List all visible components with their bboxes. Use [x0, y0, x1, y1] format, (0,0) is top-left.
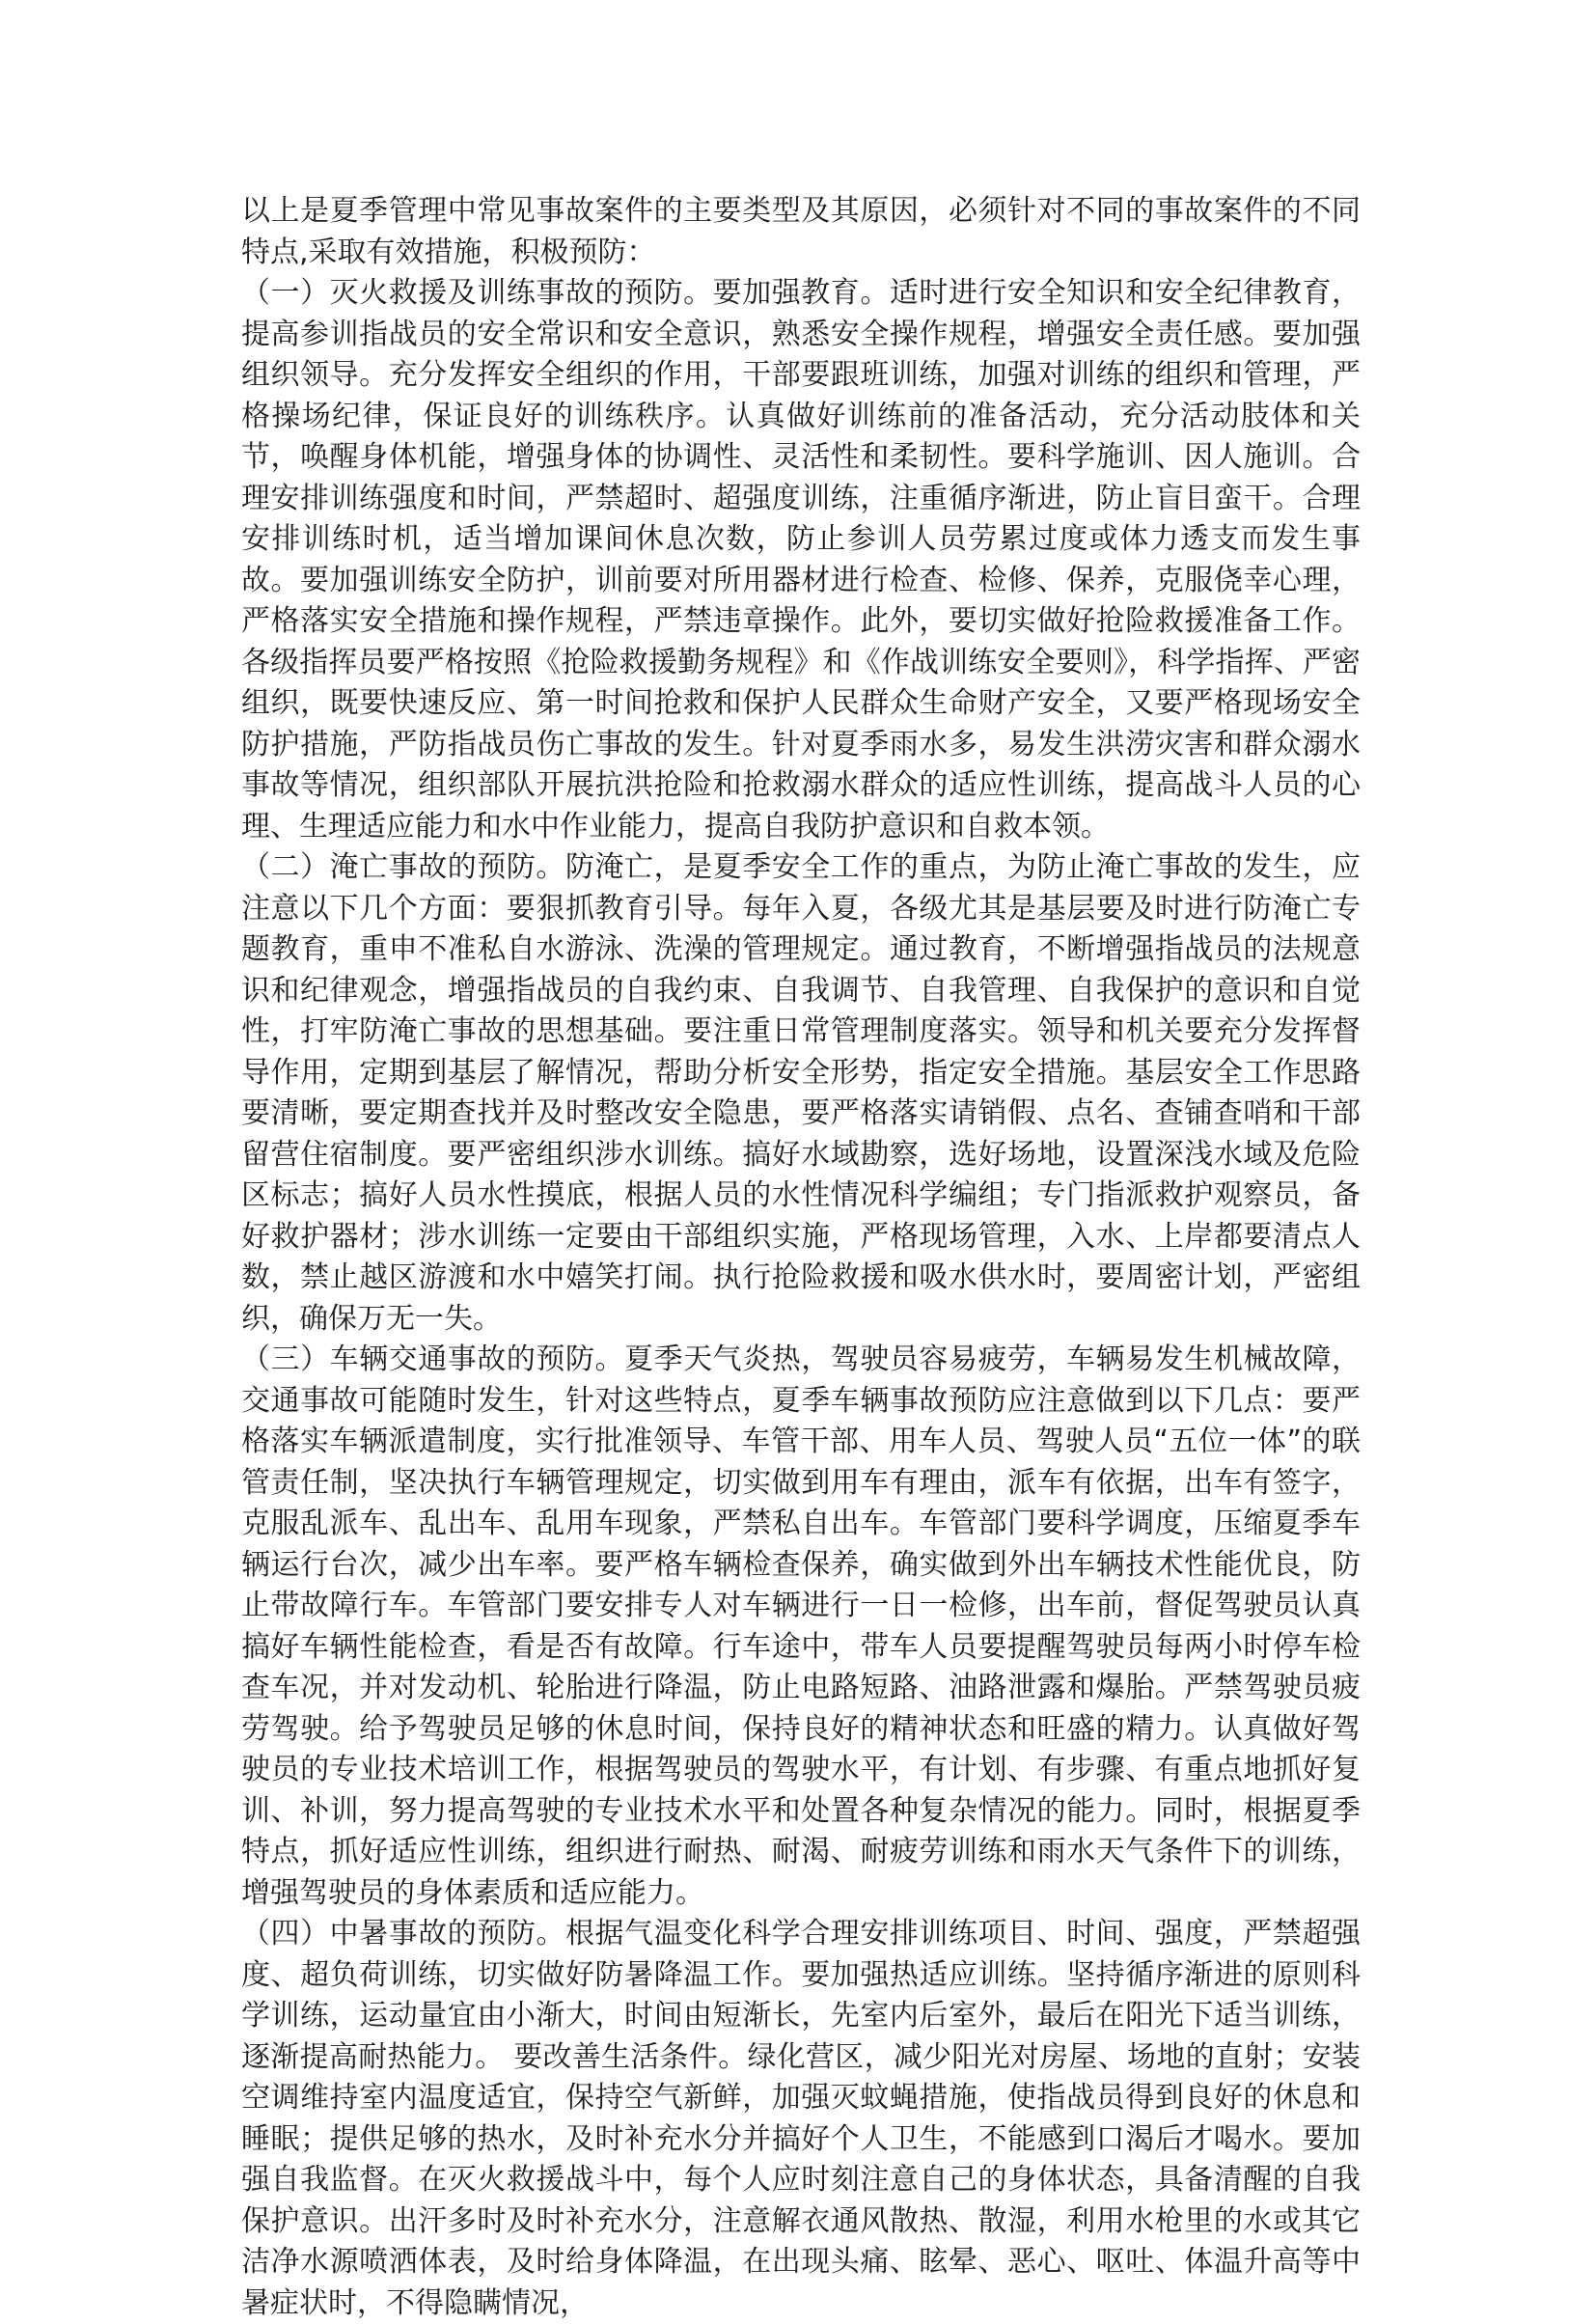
document-body — [241, 191, 1361, 2324]
paragraph-section-1: （一）灭火救援及训练事故的预防。要加强教育。适时进行安全知识和安全纪律教育，提高参训指战员的安全常识和安全意识，熟悉安全操作规程，增强安全责任感。要加强组织领导。充分发挥安全组织的作用，干部要跟班训练，加强对训练的组织和管理，严格操场纪律，保证良好的训练秩序。认真做好训练前的准备活动，充分活动肢体和关节，唤醒身体机能，增强身体的协调性、灵活性和柔韧性。要科学施训、因人施训。合理安排训练强度和时间，严禁超时、超强度训练，注重循序渐进，防止盲目蛮干。合理安排训练时机，适当增加课间休息次数，防止参训人员劳累过度或体力透支而发生事故。要加强训练安全防护，训前要对所用器材进行检查、检修、保养，克服侥幸心理，严格落实安全措施和操作规程，严禁违章操作。此外，要切实做好抢险救援准备工作。各级指挥员要严格按照《抢险救援勤务规程》和《作战训练安全要则》，科学指挥、严密组织，既要快速反应、第一时间抢救和保护人民群众生命财产安全，又要严格现场安全防护措施，严防指战员伤亡事故的发生。针对夏季雨水多，易发生洪涝灾害和群众溺水事故等情况，组织部队开展抗洪抢险和抢救溺水群众的适应性训练，提高战斗人员的心理、生理适应能力和水中作业能力，提高自我防护意识和自救本领。 — [241, 276, 1361, 844]
paragraph-section-3: （三）车辆交通事故的预防。夏季天气炎热，驾驶员容易疲劳，车辆易发生机械故障，交通事故可能随时发生，针对这些特点，夏季车辆事故预防应注意做到以下几点：要严格落实车辆派遣制度，实行批准领导、车管干部、用车人员、驾驶人员“五位一体”的联管责任制，坚决执行车辆管理规定，切实做到用车有理由，派车有依据，出车有签字，克服乱派车、乱出车、乱用车现象，严禁私自出车。车管部门要科学调度，压缩夏季车辆运行台次，减少出车率。要严格车辆检查保养，确实做到外出车辆技术性能优良，防止带故障行车。车管部门要安排专人对车辆进行一日一检修，出车前，督促驾驶员认真搞好车辆性能检查，看是否有故障。行车途中，带车人员要提醒驾驶员每两小时停车检查车况，并对发动机、轮胎进行降温，防止电路短路、油路泄露和爆胎。严禁驾驶员疲劳驾驶。给予驾驶员足够的休息时间，保持良好的精神状态和旺盛的精力。认真做好驾驶员的专业技术培训工作，根据驾驶员的驾驶水平，有计划、有步骤、有重点地抓好复训、补训，努力提高驾驶的专业技术水平和处置各种复杂情况的能力。同时，根据夏季特点，抓好适应性训练，组织进行耐热、耐渴、耐疲劳训练和雨水天气条件下的训练，增强驾驶员的身体素质和适应能力。 — [241, 1342, 1361, 1910]
paragraph-section-2: （二）淹亡事故的预防。防淹亡，是夏季安全工作的重点，为防止淹亡事故的发生，应注意以下几个方面：要狠抓教育引导。每年入夏，各级尤其是基层要及时进行防淹亡专题教育，重申不准私自水游泳、洗澡的管理规定。通过教育，不断增强指战员的法规意识和纪律观念，增强指战员的自我约束、自我调节、自我管理、自我保护的意识和自觉性，打牢防淹亡事故的思想基础。要注重日常管理制度落实。领导和机关要充分发挥督导作用，定期到基层了解情况，帮助分析安全形势，指定安全措施。基层安全工作思路要清晰，要定期查找并及时整改安全隐患，要严格落实请销假、点名、查铺查哨和干部留营住宿制度。要严密组织涉水训练。搞好水域勘察，选好场地，设置深浅水域及危险区标志；搞好人员水性摸底，根据人员的水性情况科学编组；专门指派救护观察员，备好救护器材；涉水训练一定要由干部组织实施，严格现场管理，入水、上岸都要清点人数，禁止越区游渡和水中嬉笑打闹。执行抢险救援和吸水供水时，要周密计划，严密组织，确保万无一失。 — [241, 850, 1361, 1336]
paragraph-intro: 以上是夏季管理中常见事故案件的主要类型及其原因，必须针对不同的事故案件的不同特点,采取有效措施，积极预防： — [241, 194, 1361, 269]
paragraph-section-4: （四）中暑事故的预防。根据气温变化科学合理安排训练项目、时间、强度，严禁超强度、超负荷训练，切实做好防暑降温工作。要加强热适应训练。坚持循序渐进的原则科学训练，运动量宜由小渐大，时间由短渐长，先室内后室外，最后在阳光下适当训练，逐渐提高耐热能力。 要改善生活条件。绿化营区，减少阳光对房屋、场地的直射；安装空调维持室内温度适宜，保持空气新鲜，加强灭蚊蝇措施，使指战员得到良好的休息和睡眠；提供足够的热水，及时补充水分并搞好个人卫生，不能感到口渴后才喝水。要加强自我监督。在灭火救援战斗中，每个人应时刻注意自己的身体状态，具备清醒的自我保护意识。出汗多时及时补充水分，注意解衣通风散热、散湿，利用水枪里的水或其它洁净水源喷洒体表，及时给身体降温，在出现头痛、眩晕、恶心、呕吐、体温升高等中暑症状时，不得隐瞒情况， — [241, 1917, 1361, 2320]
